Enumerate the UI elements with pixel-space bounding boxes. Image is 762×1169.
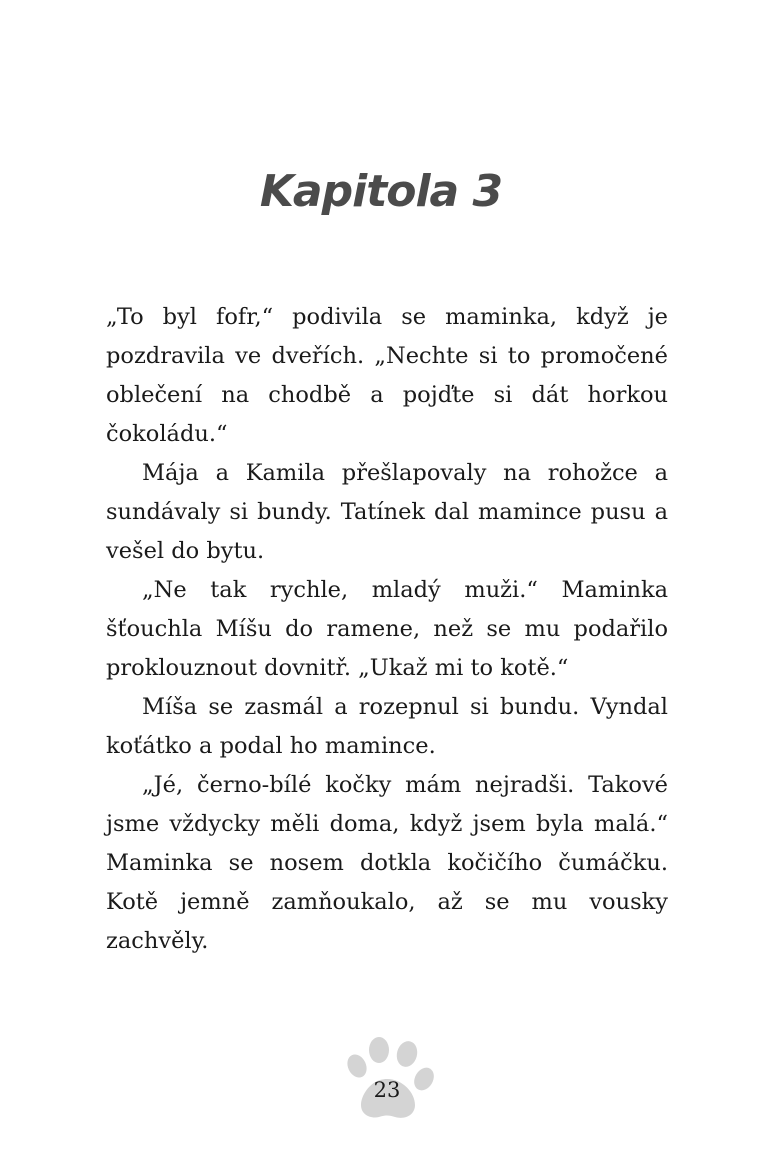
page-number: 23 [373,1078,401,1102]
chapter-text [106,298,668,961]
chapter-title: Kapitola 3 [259,166,503,217]
paragraph-2: Mája a Kamila přešlapovaly na rohožce a sundávaly si bundy. Tatínek dal mamince pusu a vešel do bytu. [106,460,668,564]
paragraph-3: „Ne tak rychle, mladý muži.“ Maminka šťouchla Míšu do ramene, než se mu podařilo proklouznout dovnitř. „Ukaž mi to kotě.“ [106,577,668,681]
paragraph-5: „Jé, černo-bílé kočky mám nejradši. Takové jsme vždycky měli doma, když jsem byla malá.“ Maminka se nosem dotkla kočičího čumáčku. Kotě jemně zamňoukalo, až se mu vousky zachvěly. [106,772,668,954]
paragraph-1: „To byl fofr,“ podivila se maminka, když je pozdravila ve dveřích. „Nechte si to promočené oblečení na chodbě a pojďte si dát horkou čokoládu.“ [106,304,668,447]
paragraph-4: Míša se zasmál a rozepnul si bundu. Vyndal koťátko a podal ho mamince. [106,694,668,759]
